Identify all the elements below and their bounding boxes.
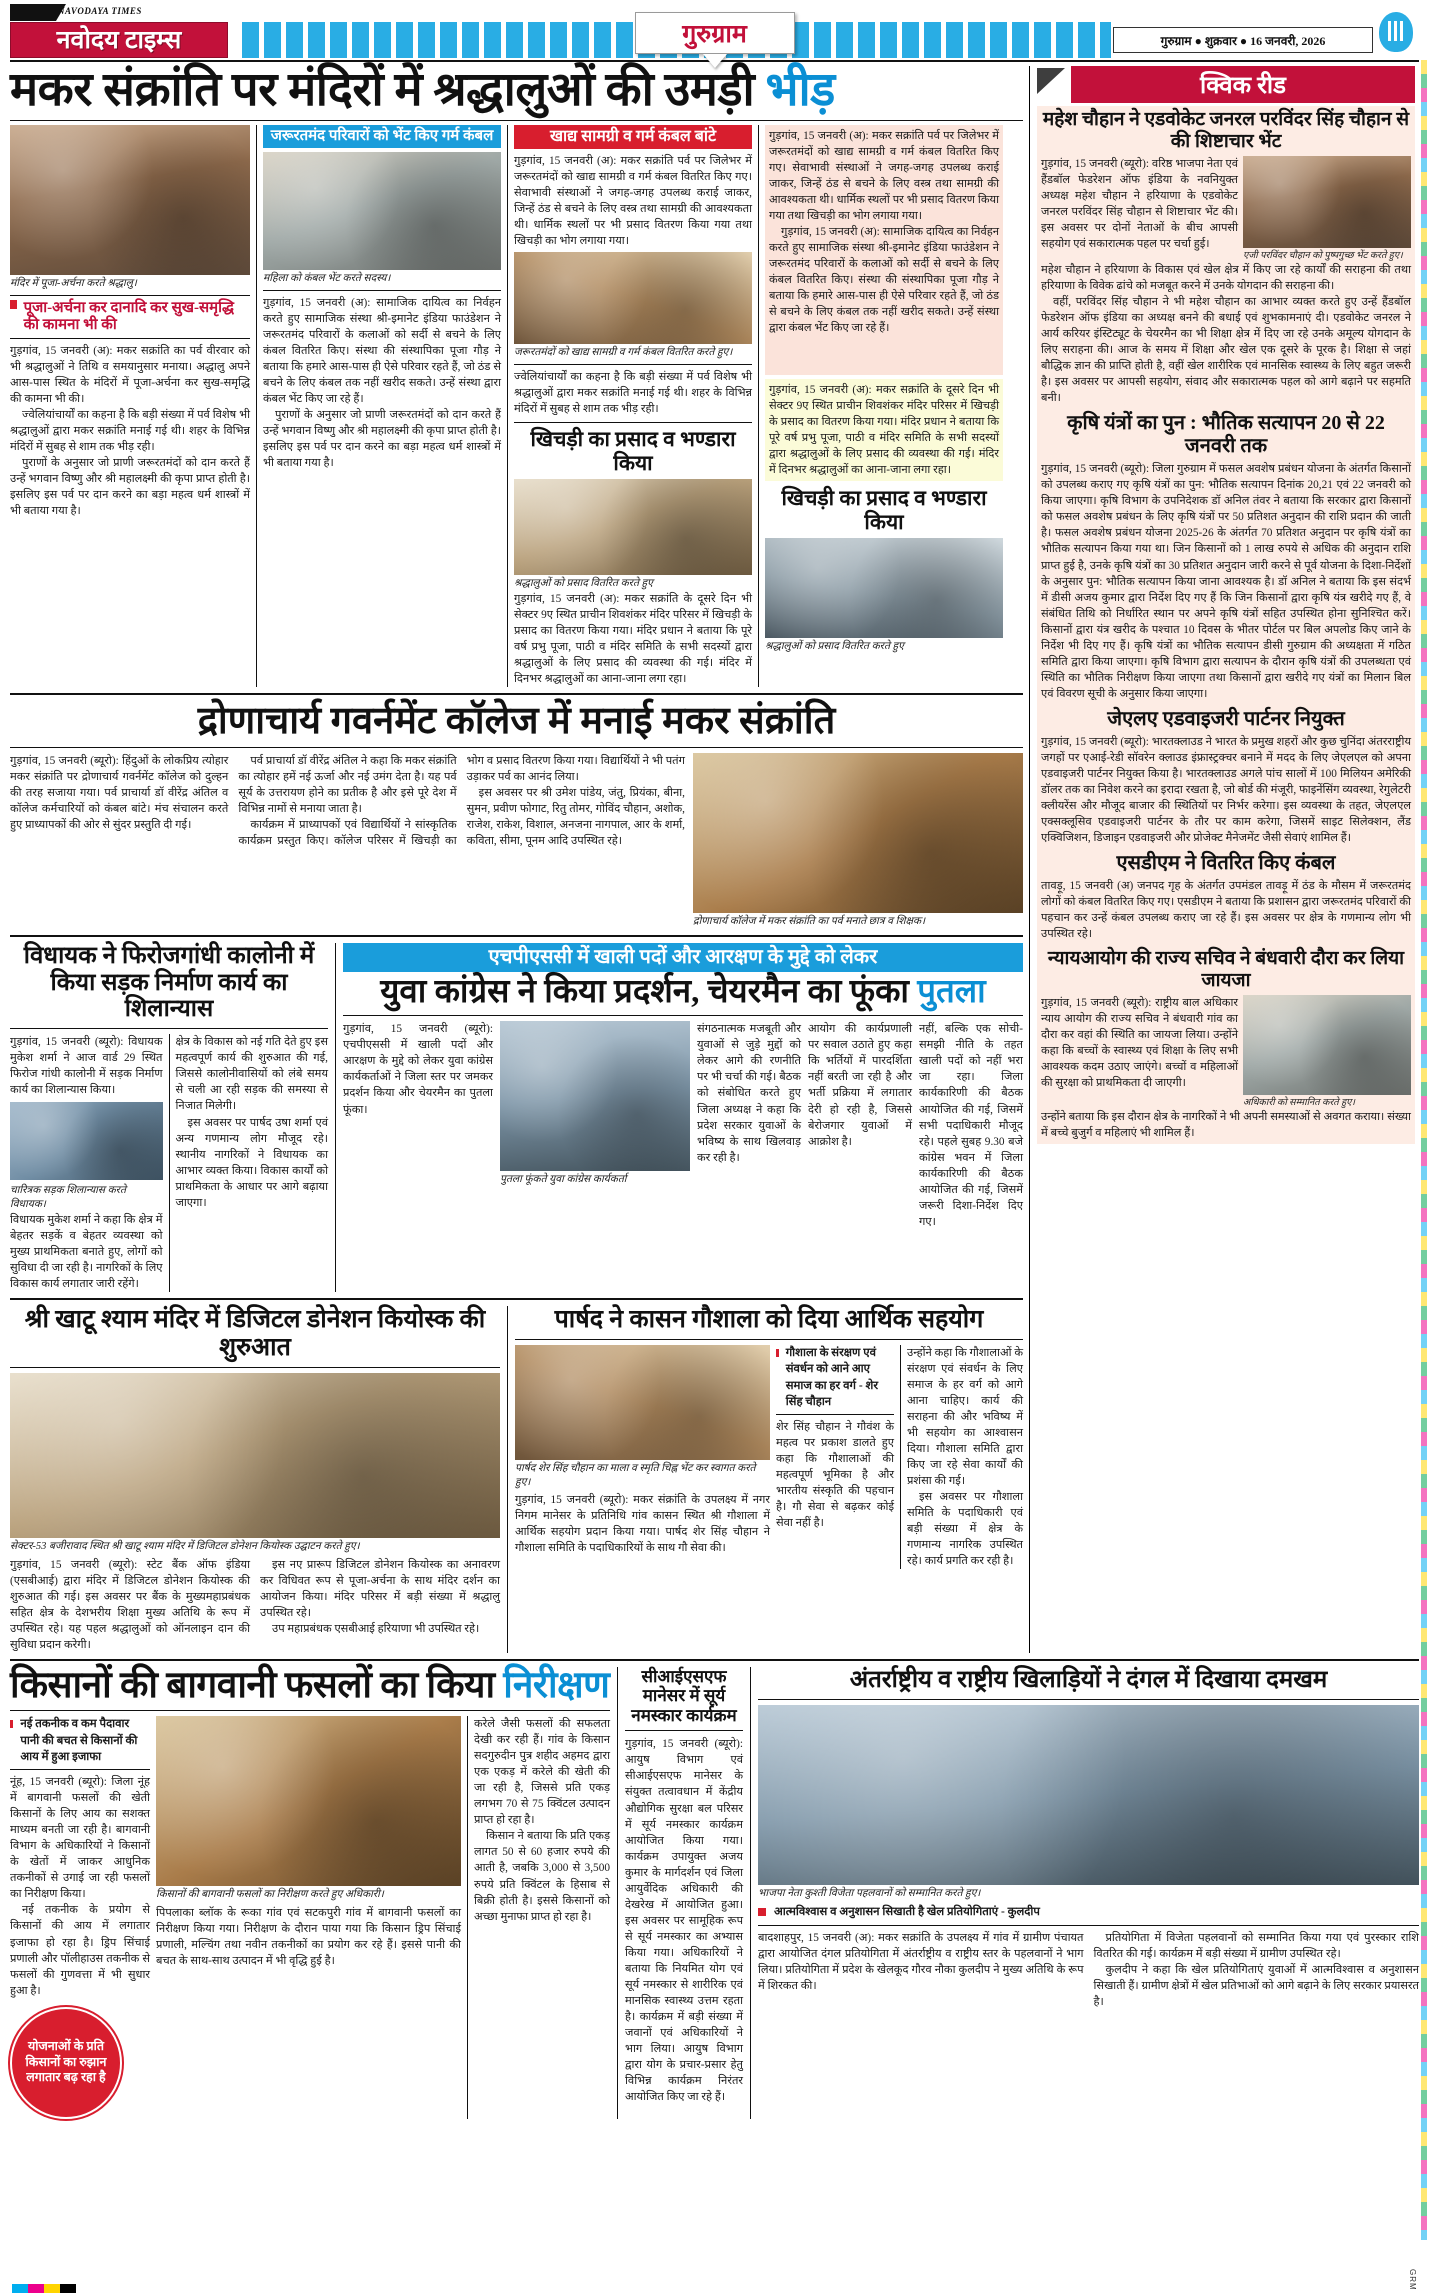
kisan-badge1: नई तकनीक व कम पैदावार पानी की बचत से किसानों की आय में हुआ इजाफा: [20, 1718, 138, 1763]
section-khatu: [10, 1306, 500, 1653]
brand-hindi-box: [10, 22, 228, 58]
cisf-body: गुड़गांव, 15 जनवरी (ब्यूरो): आयुष विभाग एवं सीआईएसएफ मानेसर के संयुक्त तत्वावधान में केंद्रीय औद्योगिक सुरक्षा बल परिसर में सूर्य नमस्कार कार्यक्रम आयोजित किया गया। कार्यक्रम उपायुक्त अजय कुमार के मार्गदर्शन एवं जिला आयुर्वेदिक अधिकारी की देखरेख में आयोजित हुआ। इस अवसर पर सामूहिक रूप से सूर्य नमस्कार का अभ्यास किया गया। अधिकारियों ने बताया कि नियमित योग एवं सूर्य नमस्कार से शारीरिक एवं मानसिक स्वास्थ्य उत्तम रहता है। कार्यक्रम में बड़ी संख्या में जवानों एवं अधिकारियों ने भाग लिया। आयुष विभाग द्वारा योग के प्रचार-प्रसार हेतु विभिन्न कार्यक्रम निरंतर आयोजित किए जा रहे हैं।: [625, 1738, 743, 2104]
lead-tint-block: [765, 125, 1003, 375]
parshad-p3: उन्होंने कहा कि गौशालाओं के संरक्षण एवं संवर्धन के लिए समाज के हर वर्ग को आगे आना चाहिए। कार्य की सराहना की और भविष्य में भी सहयोग का आश्वासन दिया। गौशाला समिति द्वारा किए जा रहे सेवा कार्यों की प्रशंसा की गई।: [907, 1346, 1023, 1488]
kisan-p4: किसान ने बताया कि प्रति एकड़ लागत 50 से 60 हजार रुपये की आती है, जबकि 3,000 से 3,500 रुपये प्रति क्विंटल के हिसाब से बिक्री होती है। इससे किसानों को अच्छा मुनाफा प्राप्त हो रहा है।: [474, 1830, 610, 1923]
lead-tint-p3: गुड़गांव, 15 जनवरी (अ): मकर सक्रांति के दूसरे दिन भी सेक्टर 9ए स्थित प्राचीन शिवशंकर मंदिर परिसर में खिचड़ी के प्रसाद का वितरण किया गया। मंदिर प्रधान ने बताया कि पूरे वर्ष प्रभु पूजा, पाठी व मंदिर समिति के सभी सदस्यों द्वारा श्रद्धालुओं के लिए प्रसाद की व्यवस्था की गई। मंदिर में दिनभर श्रद्धालुओं का आना-जाना लगा रहा।: [769, 383, 999, 477]
quick-read-label: क्विक रीड: [1071, 66, 1415, 103]
yuva-photo: [500, 1021, 690, 1171]
lead-photo-5-caption: श्रद्धालुओं को प्रसाद वितरित करते हुए: [765, 641, 904, 653]
lead-sub3-body2: ज्वेलियांचार्यों का कहना है कि बड़ी संख्या में पर्व विशेष भी श्रद्धालुओं द्वारा मकर सक्रांति मनाई गई थी। शहर के विभिन्न मंदिरों में सुबह से शाम तक भीड़ रही।: [514, 371, 752, 416]
lead-sub1-p1: गुड़गांव, 15 जनवरी (अ): मकर सक्रांति का पर्व वीरवार को भी श्रद्धालुओं ने तिथि व समयानुसार मनाया। अद्धालु अपने आस-पास स्थित के मंदिरों में पूजा-अर्चना कर सुख-समृद्धि की कामना भी की।: [10, 345, 250, 406]
lead-sub4-kicker: खिचड़ी का प्रसाद व भण्डारा किया: [530, 427, 736, 475]
vidhayak-headline: विधायक ने फिरोजगांधी कालोनी में किया सड़क निर्माण कार्य का शिलान्यास: [23, 942, 315, 1023]
dronacharya-p1: गुड़गांव, 15 जनवरी (ब्यूरो): हिंदुओं के लोकप्रिय त्योहार मकर संक्रांति पर द्रोणाचार्य गवर्नमेंट कॉलेज को दुल्हन की तरह सजाया गया। पर्व प्राचार्या डॉ वीरेंद्र अंतिल व कॉलेज कर्मचारियों को कंबल बांटे। मंच संचालन करते हुए प्राध्यापकों की ओर से सुंदर प्रस्तुति दी गई।: [10, 755, 229, 832]
qr-item3-headline: जेएलए एडवाइजरी पार्टनर नियुक्त: [1107, 707, 1345, 730]
yuva-p4: नहीं, बल्कि एक सोची-समझी नीति के तहत खाली पदों को नहीं भरा जा रहा। जिला कार्यकारिणी की बैठक आयोजित की गई, जिसमें सभी पदाधिकारी मौजूद रहे। पहले सुबह 9.30 बजे कांग्रेस भवन में जिला कार्यकारिणी की बैठक आयोजित की गई, जिसमें जरूरी दिशा-निर्देश दिए गए।: [919, 1023, 1023, 1228]
lead-photo-1: [10, 125, 250, 275]
khatu-headline: श्री खाटू श्याम मंदिर में डिजिटल डोनेशन कियोस्क की शुरुआत: [24, 1305, 486, 1361]
vidhayak-photo: [10, 1102, 163, 1180]
quick-read-triangle-icon: [1037, 68, 1065, 94]
main-column: [10, 66, 1023, 1653]
edge-color-strip: [1421, 60, 1427, 2240]
masthead-emblem-icon: [1373, 6, 1419, 58]
kisan-headline-accent: निरीक्षण: [503, 1664, 610, 1706]
section-parshad: [515, 1306, 1023, 1569]
page-mark: GRM: [1408, 2269, 1417, 2291]
bullet-icon: [10, 300, 17, 309]
parshad-headline: पार्षद ने कासन गौशाला को दिया आर्थिक सहयोग: [554, 1305, 984, 1333]
city-flag-tail: [703, 54, 727, 68]
dronacharya-p2: पर्व प्राचार्या डॉ वीरेंद्र अंतिल ने कहा कि मकर संक्रांति का त्योहार हमें नई ऊर्जा और नई उमंग देता है। यह पर्व सूर्य के उत्तरायण होने का प्रतीक है और इसे पूरे देश में विभिन्न नामों से मनाया जाता है।: [238, 755, 457, 816]
square-bullet-icon-2: [10, 1720, 13, 1728]
kisan-circle-badge: योजनाओं के प्रति किसानों का रुझान लगातार बढ़ रहा है: [10, 2007, 122, 2119]
lead-sub2-body: गुड़गांव, 15 जनवरी (अ): सामाजिक दायित्व का निर्वहन करते हुए सामाजिक संस्था श्री-इमानेट इंडिया फाउंडेशन ने जरूरतमंद परिवारों के कलाओं को सर्दी से बचने के लिए कंबल वितरित किए। संस्था की संस्थापिका पूजा गौड़ ने बताया कि हमारे आस-पास ही ऐसे परिवार रहते हैं, जो ठंड से बचने के लिए कंबल तक नहीं खरीद सकते। उन्हें संस्था द्वारा कंबल भेंट किए जा रहे हैं।: [263, 296, 501, 405]
quick-read-column: [1029, 66, 1415, 1653]
vidhayak-p3: विधायक मुकेश शर्मा ने कहा कि क्षेत्र में बेहतर सड़कें व बेहतर व्यवस्था को मुख्य प्राथमिकता बनाते हुए, लोगों को सुविधा दी जा रही है। नागरिकों के लिए विकास कार्य लगातार जारी रहेंगे।: [10, 1213, 163, 1290]
qr-item2-headline: कृषि यंत्रों का पुन : भौतिक सत्यापन 20 से 22 जनवरी तक: [1067, 412, 1385, 458]
lead-sub2-kicker: जरूरतमंद परिवारों को भेंट किए गर्म कंबल: [263, 125, 501, 148]
yuva-headline-text: युवा कांग्रेस ने किया प्रदर्शन, चेयरमैन का फूंका: [380, 973, 909, 1010]
vidhayak-caption: चारित्रक सड़क शिलान्यास करते विधायक।: [10, 1185, 126, 1211]
lead-headline-accent: भीड़: [765, 64, 835, 116]
yuva-kicker: एचपीएससी में खाली पदों और आरक्षण के मुद्दे को लेकर: [343, 943, 1023, 972]
dangal-p2: प्रतियोगिता में विजेता पहलवानों को सम्मानित किया गया एवं पुरस्कार राशि वितरित की गई। कार्यक्रम में बड़ी संख्या में ग्रामीण उपस्थित रहे।: [1093, 1931, 1419, 1960]
dronacharya-photo: [693, 753, 1023, 913]
lead-sub3-body: गुड़गांव, 15 जनवरी (अ): मकर सक्रांति पर्व पर जिलेभर में जरूरतमंदों को खाद्य सामग्री व गर्म कंबल वितरित किए गए। सेवाभावी संस्थाओं ने जगह-जगह उपलब्ध कराई जाकर, जिन्हें ठंड से बचने के लिए वस्त्र तथा सामग्री की आवश्यकता थी। धार्मिक स्थलों पर भी प्रसाद वितरण किया गया तथा खिचड़ी का भोग लगाया गया।: [514, 155, 752, 248]
qr-item1-caption: एजी परविंदर चौहान को पुष्पगुच्छ भेंट करते हुए।: [1243, 250, 1403, 261]
kisan-photo: [156, 1716, 461, 1886]
section-yuva-congress: [343, 943, 1023, 1230]
section-dangal: [758, 1667, 1419, 2010]
vidhayak-p4: इस अवसर पर पार्षद उषा शर्मा एवं अन्य गणमान्य लोग मौजूद रहे। स्थानीय नागरिकों ने विधायक का आभार व्यक्त किया। विकास कार्यों को प्राथमिकता के आधार पर आगे बढ़ाया जाएगा।: [175, 1116, 328, 1209]
kisan-headline: [10, 1664, 610, 1706]
khatu-p3: उप महाप्रबंधक एसबीआई हरियाणा भी उपस्थित रहे।: [272, 1622, 480, 1635]
city-flag-label: गुरुग्राम: [682, 21, 747, 48]
lead-photo-1-caption: मंदिर में पूजा-अर्चना करते श्रद्धालु।: [10, 277, 137, 289]
qr-item1-body: गुड़गांव, 15 जनवरी (ब्यूरो): वरिष्ठ भाजपा नेता एवं हैंडबॉल फेडरेशन ऑफ इंडिया के नवनियुक्त अध्यक्ष महेश चौहान ने हरियाणा के एडवोकेट जनरल परविंदर सिंह चौहान से शिष्टाचार भेंट की। इस अवसर पर दोनों नेताओं के बीच आपसी सहयोग एवं सकारात्मक पहल पर चर्चा हुई।: [1041, 157, 1238, 250]
yuva-p1: गुड़गांव, 15 जनवरी (ब्यूरो): एचपीएससी में खाली पदों और आरक्षण के मुद्दे को लेकर युवा कांग्रेस कार्यकर्ताओं ने जिला स्तर पर जमकर प्रदर्शन किया और चेयरमैन का पुतला फूंका।: [343, 1023, 493, 1116]
qr-item3-body: गुड़गांव, 15 जनवरी (ब्यूरो): भारतक्लाउड ने भारत के प्रमुख शहरों और कुछ चुनिंदा अंतरराष्ट्रीय जगहों पर एआई-रेडी सॉवरेन क्लाउड इंफ्रास्ट्रक्चर बनाने में मदद के लिए जेएलएल को अपना एडवाइजरी पार्टनर नियुक्त किया है। भारतक्लाउड अगले पांच सालों में 100 मिलियन अमेरिकी डॉलर तक का निवेश करने का इरादा रखता है, जो बोर्ड की मंजूरी, फाइनेंसिंग व्यवस्था, रेगुलेटरी क्लीयरेंस और मौजूद बाजार की स्थितियों पर निर्भर करेगा। इस व्यवस्था के तहत, जेएलएल एक्सक्लूसिव एडवाइजरी पार्टनर के तौर पर काम करेगा, जिसमें साइट सिलेक्शन, लैंड एक्विजिशन, डिजाइन एडवाइजरी और प्रोजेक्ट मैनेजमेंट जैसी सेवाएं शामिल हैं।: [1041, 735, 1411, 844]
section-vidhayak: [10, 943, 328, 1292]
dangal-caption: भाजपा नेता कुश्ती विजेता पहलवानों को सम्मानित करते हुए।: [758, 1887, 981, 1899]
kisan-p2: नई तकनीक के प्रयोग से किसानों की आय में लगातार इजाफा हो रहा है। ड्रिप सिंचाई प्रणाली और पॉलीहाउस तकनीक से फसलों की गुणवत्ता में भी सुधार हुआ है।: [10, 1904, 150, 1997]
lead-sub1-p2: ज्वेलियांचार्यों का कहना है कि बड़ी संख्या में पर्व विशेष भी श्रद्धालुओं द्वारा मकर सक्रांति मनाई गई थी। शहर के विभिन्न मंदिरों में सुबह से शाम तक भीड़ रही।: [10, 409, 250, 454]
qr-item2-body: गुड़गांव, 15 जनवरी (ब्यूरो): जिला गुरुग्राम में फसल अवशेष प्रबंधन योजना के अंतर्गत किसानों को उपलब्ध कराए गए कृषि यंत्रों का पुन: भौतिक सत्यापन दिनांक 20,21 एवं 22 जनवरी को किया जाएगा। कृषि विभाग के उपनिदेशक डॉ अनिल तंवर ने बताया कि सरकार द्वारा किसानों को फसल अवशेष प्रबंधन के लिए कृषि यंत्रों पर 50 प्रतिशत अनुदान की राशि प्रदान की जाती है। फसल अवशेष प्रबंधन योजना 2025-26 के अंतर्गत 70 प्रतिशत अनुदान पर कृषि यंत्रों का भौतिक सत्यापन किया गया था। जिन किसानों को 1 लाख रुपये से अधिक की अनुदान राशि प्राप्त हुई है, उनके कृषि यंत्रों का 30 प्रतिशत अनुदान जारी करने से पूर्व योजना के दिशा-निर्देशों के अनुसार पुन: भौतिक सत्यापन किया जाना आवश्यक है। डॉ अनिल ने बताया कि इस संदर्भ में डीसी अजय कुमार द्वारा निर्देश दिए गए हैं कि जिन किसानों द्वारा कृषि यंत्र खरीदे गए हैं, वे संबंधित तिथि को निर्धारित स्थान पर अपने कृषि यंत्रों सहित उपस्थित होना सुनिश्चित करें। किसानों द्वारा यंत्र खरीद के पश्चात 10 दिवस के भीतर पोर्टल पर बिल अपलोड किए जाने के निर्देश भी दिए गए हैं। कृषि यंत्रों का भौतिक सत्यापन डीसी गुरुग्राम की अध्यक्षता में गठित समिति द्वारा किया जाएगा। कृषि विभाग द्वारा सत्यापन के दौरान कृषि यंत्रों की उपलब्धता एवं स्थिति का भौतिक निरीक्षण किया जाएगा तथा किसानों द्वारा खरीदे गए यंत्रों का मिलान बिल एवं विवरण सूची के अनुसार किया जाएगा।: [1041, 463, 1411, 700]
masthead-logo[interactable]: [10, 6, 240, 58]
lead-tint-p2: गुड़गांव, 15 जनवरी (अ): सामाजिक दायित्व का निर्वहन करते हुए सामाजिक संस्था श्री-इमानेट इंडिया फाउंडेशन ने जरूरतमंद परिवारों के कलाओं को सर्दी से बचने के लिए कंबल वितरित किए। संस्था की संस्थापिका पूजा गौड़ ने बताया कि हमारे आस-पास ही ऐसे परिवार रहते हैं, जो ठंड से बचने के लिए कंबल तक नहीं खरीद सकते। उन्हें संस्था द्वारा कंबल भेंट किए जा रहे हैं।: [769, 226, 999, 335]
lead-sub2-body-x: पुराणों के अनुसार जो प्राणी जरूरतमंदों को दान करते हैं उन्हें भगवान विष्णु और श्री महालक्ष्मी की कृपा प्राप्त होती है। इसलिए इस पर्व पर दान करने का बड़ा महत्व धर्म शास्त्रों में भी बताया गया है।: [263, 408, 501, 470]
qr-item5-body: गुड़गांव, 15 जनवरी (ब्यूरो): राष्ट्रीय बाल अधिकार न्याय आयोग की राज्य सचिव ने बंधवारी गांव का दौरा कर वहां की स्थिति का जायजा लिया। उन्होंने कहा कि बच्चों के स्वास्थ्य एवं शिक्षा के लिए सभी आवश्यक कदम उठाए जाएंगे। बच्चों व महिलाओं की सुरक्षा को प्राथमिकता दी जाएगी।: [1041, 996, 1238, 1089]
dangal-headline: अंतर्राष्ट्रीय व राष्ट्रीय खिलाड़ियों ने दंगल में दिखाया दमखम: [849, 1666, 1328, 1693]
logo-corner-flag: [10, 4, 56, 21]
parshad-caption: पार्षद शेर सिंह चौहान का माला व स्मृति चिह्न भेंट कर स्वागत करते हुए।: [515, 1462, 756, 1488]
qr-item1-headline: महेश चौहान ने एडवोकेट जनरल परविंदर सिंह चौहान से की शिष्टाचार भेंट: [1042, 109, 1410, 152]
parshad-photo: [515, 1345, 770, 1460]
lead-sub4-body: गुड़गांव, 15 जनवरी (अ): मकर सक्रांति के दूसरे दिन भी सेक्टर 9ए स्थित प्राचीन शिवशंकर मंदिर परिसर में खिचड़ी के प्रसाद का वितरण किया गया। मंदिर प्रधान ने बताया कि पूरे वर्ष प्रभु पूजा, पाठी व मंदिर समिति के सभी सदस्यों द्वारा श्रद्धालुओं के लिए प्रसाद की व्यवस्था की गई। मंदिर में दिनभर श्रद्धालुओं का आना-जाना लगा रहा।: [514, 592, 752, 686]
dateline-box: [1113, 27, 1373, 53]
parshad-quote-kicker: गौशाला के संरक्षण एवं संवर्धन को आने आए समाज का हर वर्ग - शेर सिंह चौहान: [785, 1346, 879, 1408]
brand-english: NAVODAYA TIMES: [58, 6, 142, 16]
lead-sub1-p3: पुराणों के अनुसार जो प्राणी जरूरतमंदों को दान करते हैं उन्हें भगवान विष्णु और श्री महालक्ष्मी की कृपा प्राप्त होती है। इसलिए इस पर्व पर दान करने का बड़ा महत्व धर्म शास्त्रों में भी बताया गया है।: [10, 457, 250, 518]
dangal-sub-kicker: आत्मविश्वास व अनुशासन सिखाती है खेल प्रतियोगिताएं - कुलदीप: [774, 1906, 1040, 1919]
lead-photo-3-caption: जरूरतमंदों को खाद्य सामग्री व गर्म कंबल वितरित करते हुए।: [514, 347, 733, 359]
kisan-p5: पिपलाका ब्लॉक के रूका गांव एवं सटकपुरी गांव में बागवानी फसलों का निरीक्षण किया गया। निरीक्षण के दौरान पाया गया कि किसान ड्रिप सिंचाई प्रणाली, मल्चिंग तथा नवीन तकनीकों का प्रयोग कर रहे हैं। इससे पानी की बचत के साथ-साथ उत्पादन में भी वृद्धि हुई है।: [156, 1906, 461, 1967]
parshad-p4: इस अवसर पर गौशाला समिति के पदाधिकारी एवं बड़ी संख्या में क्षेत्र के गणमान्य नागरिक उपस्थित रहे। कार्य प्रगति कर रही है।: [907, 1491, 1023, 1568]
qr-item5-headline: न्यायआयोग की राज्य सचिव ने बंधवारी दौरा कर लिया जायजा: [1047, 948, 1405, 991]
quick-read-header: [1037, 66, 1415, 103]
cisf-headline: सीआईएसएफ मानेसर में सूर्य नमस्कार कार्यक्रम: [631, 1666, 737, 1725]
lead-photo-3: [514, 252, 752, 344]
lead-tint-block-2: [765, 379, 1003, 481]
yuva-headline-accent: पुतला: [917, 973, 986, 1010]
khatu-p1: गुड़गांव, 15 जनवरी (ब्यूरो): स्टेट बैंक ऑफ इंडिया (एसबीआई) द्वारा मंदिर में डिजिटल डोनेशन कियोस्क की शुरुआत की गई। इस अवसर पर बैंक के मुख्यमहाप्रबंधक सहित क्षेत्र के देशभरीय शिक्षा मुख्य अतिथि के रूप में उपस्थित रहे। यह पहल श्रद्धालुओं को ऑनलाइन दान की सुविधा प्रदान करेगी।: [10, 1558, 250, 1651]
khatu-caption: सेक्टर-53 बजीरावाद स्थित श्री खाटू श्याम मंदिर में डिजिटल डोनेशन कियोस्क उद्घाटन करते हुए।: [10, 1540, 360, 1552]
dateline-text: गुरुग्राम ● शुक्रवार ● 16 जनवरी, 2026: [1160, 33, 1326, 48]
qr-item5-body2: उन्होंने बताया कि इस दौरान क्षेत्र के नागरिकों ने भी अपनी समस्याओं से अवगत कराया। संख्या में बच्चे बुजुर्ग व महिलाएं भी शामिल हैं।: [1041, 1111, 1411, 1140]
lead-photo-2: [263, 152, 501, 270]
dangal-p1: बादशाहपुर, 15 जनवरी (अ): मकर सक्रांति के उपलक्ष्य में गांव में ग्रामीण पंचायत द्वारा आयोजित दंगल प्रतियोगिता में अंतर्राष्ट्रीय व राष्ट्रीय स्तर के पहलवानों ने भाग लिया। प्रतियोगिता में प्रदेश के खेलकूद गौरव नौका कुलदीप ने मुख्य अतिथि के रूप में शिरकत की।: [758, 1931, 1084, 1992]
dronacharya-p4: इस अवसर पर श्री उमेश पांडेय, जंतु, प्रियंका, बीना, सुमन, प्रवीण फोगाट, रितु तोमर, गोविंद चौहान, अशोक, राजेश, राकेश, विशाल, अनजना नागपाल, आर के शर्मा, कविता, सीमा, पूनम आदि उपस्थित रहे।: [466, 787, 685, 848]
khatu-photo: [10, 1373, 500, 1538]
lead-photo-5: [765, 538, 1003, 638]
yuva-p3: आयोग की कार्यप्रणाली पर सवाल उठाते हुए कहा कि भर्तियों में पारदर्शिता नहीं बरती जा रही है और भर्ती प्रक्रिया में लगातार देरी हो रही है, जिससे बेरोजगार युवाओं में आक्रोश है।: [808, 1023, 912, 1148]
parshad-p1: गुड़गांव, 15 जनवरी (ब्यूरो): मकर संक्रांति के उपलक्ष्य में नगर निगम मानेसर के प्रतिनिधि गांव कासन स्थित श्री गौशाला में आर्थिक सहयोग प्रदान किया गया। पार्षद शेर सिंह चौहान ने गौशाला समिति के पदाधिकारियों के साथ गौ सेवा की।: [515, 1494, 770, 1555]
yuva-headline: [343, 975, 1023, 1011]
qr-item1-body3: वहीं, परविंदर सिंह चौहान ने भी महेश चौहान का आभार व्यक्त करते हुए उन्हें हैंडबॉल फेडरेशन ऑफ इंडिया का अध्यक्ष बनने की बधाई एवं शुभकामनाएं दी। एडवोकेट जनरल ने आर्य करियर इंस्टिट्यूट के चेयरमैन का भी शिक्षा क्षेत्र में दिए जा रहे उनके अमूल्य योगदान के लिए सराहना की। आज के समय में शिक्षा और खेल एक दूसरे के पूरक है। शिक्षा से जहां बौद्धिक ज्ञान की प्राप्ति होती है, वहीं खेल शारीरिक एवं मानसिक स्वास्थ्य के लिए बहुत जरूरी है। इस अवसर पर आपसी सहयोग, संवाद और सकारात्मक पहल को आगे बढ़ाने पर सहमति बनी।: [1041, 296, 1411, 405]
parshad-p2: शेर सिंह चौहान ने गौवंश के महत्व पर प्रकाश डालते हुए कहा कि गौशालाओं की महत्वपूर्ण भूमिका है और भारतीय संस्कृति की पहचान है। गौ सेवा से बढ़कर कोई सेवा नहीं है।: [776, 1421, 894, 1530]
lead-headline: [10, 66, 1023, 115]
city-flag: [635, 12, 795, 68]
qr-item1-photo: [1243, 156, 1411, 248]
lead-sub4b-kicker: खिचड़ी का प्रसाद व भण्डारा किया: [781, 486, 987, 534]
brand-hindi: नवोदय टाइम्स: [56, 26, 182, 54]
masthead: [10, 6, 1419, 58]
qr-item1-body2: महेश चौहान ने हरियाणा के विकास एवं खेल क्षेत्र में किए जा रहे कार्यों की सराहना की तथा हरियाणा के विवेक ढांचे को मजबूत करने में उनके योगदान की सराहना की।: [1041, 264, 1411, 293]
qr-item4-body: तावड़ू, 15 जनवरी (अ) जनपद गृह के अंतर्गत उपमंडल तावड़ू में ठंड के मौसम में जरूरतमंद लोगों को कंबल वितरित किए गए। एसडीएम ने बताया कि प्रशासन द्वारा जरूरतमंद परिवारों की पहचान कर उन्हें कंबल उपलब्ध कराए जा रहे हैं। इस अवसर पर क्षेत्र के गणमान्य लोग भी उपस्थित रहे।: [1041, 880, 1411, 941]
qr-item5-photo: [1243, 995, 1411, 1095]
square-bullet-icon: [776, 1349, 779, 1357]
khatu-p2: इस नए प्रारूप डिजिटल डोनेशन कियोस्क का अनावरण कर विधिवत रूप से पूजा-अर्चना के साथ मंदिर दर्शन का आयोजन किया। मंदिर परिसर में बड़ी संख्या में श्रद्धालु उपस्थित रहे।: [260, 1558, 500, 1619]
dangal-p3: कुलदीप ने कहा कि खेल प्रतियोगिताएं युवाओं में आत्मविश्वास व अनुशासन सिखाती हैं। ग्रामीण क्षेत्रों में खेल प्रतिभाओं को आगे बढ़ाने के लिए सरकार प्रयासरत है।: [1093, 1963, 1419, 2008]
lead-headline-text: मकर संक्रांति पर मंदिरों में श्रद्धालुओं की उमड़ी: [10, 64, 755, 116]
kisan-p3: करेले जैसी फसलों की सफलता देखी कर रही हैं। गांव के किसान सदगुरुदीन पुत्र शहीद अहमद द्वारा एक एकड़ में करेले की खेती की जा रही है, जिससे प्रति एकड़ लगभग 70 से 75 क्विंटल उत्पादन प्राप्त हो रहा है।: [474, 1718, 610, 1827]
section-dronacharya: [10, 701, 1023, 929]
qr-item4-headline: एसडीएम ने वितरित किए कंबल: [1116, 852, 1336, 874]
cmyk-registration-marks: [12, 2284, 76, 2293]
lead-photo-4-caption: श्रद्धालुओं को प्रसाद वितरित करते हुए: [514, 578, 653, 590]
kisan-caption: किसानों की बागवानी फसलों का निरीक्षण करते हुए अधिकारी।: [156, 1889, 384, 1901]
section-kisan: [10, 1664, 610, 2119]
quick-read-body: [1037, 106, 1415, 1144]
dronacharya-p3: कार्यक्रम में प्राध्यापकों एवं विद्यार्थियों ने सांस्कृतिक कार्यक्रम प्रस्तुत किए। कॉलेज परिसर में खिचड़ी का भोग व प्रसाद वितरण किया गया। विद्यार्थियों ने भी पतंग उड़ाकर पर्व का आनंद लिया।: [238, 755, 685, 848]
lead-photo-4: [514, 479, 752, 575]
lead-photo-2-caption: महिला को कंबल भेंट करते सदस्य।: [263, 273, 391, 285]
kisan-headline-text: किसानों की बागवानी फसलों का किया: [10, 1664, 495, 1706]
lead-sub3-kicker: खाद्य सामग्री व गर्म कंबल बांटे: [514, 125, 752, 149]
lead-tint-p1: गुड़गांव, 15 जनवरी (अ): मकर सक्रांति पर्व पर जिलेभर में जरूरतमंदों को खाद्य सामग्री व गर्म कंबल वितरित किए गए। सेवाभावी संस्थाओं ने जगह-जगह उपलब्ध कराई जाकर, जिन्हें ठंड से बचने के लिए वस्त्र तथा सामग्री की आवश्यकता थी। धार्मिक स्थलों पर भी प्रसाद वितरण किया गया तथा खिचड़ी का भोग लगाया गया।: [769, 129, 999, 223]
dangal-photo: [758, 1705, 1419, 1885]
yuva-p2: संगठनात्मक मजबूती और युवाओं से जुड़े मुद्दों को लेकर आगे की रणनीति पर भी चर्चा की गई। बैठक को संबोधित करते हुए जिला अध्यक्ष ने कहा कि प्रदेश सरकार युवाओं के भविष्य के साथ खिलवाड़ कर रही है।: [697, 1023, 801, 1164]
lead-sub1-kicker: पूजा-अर्चना कर दानादि कर सुख-समृद्धि की कामना भी की: [23, 299, 234, 333]
dronacharya-headline: द्रोणाचार्य गवर्नमेंट कॉलेज में मनाई मकर संक्रांति: [197, 700, 836, 743]
kisan-p1: नूंह, 15 जनवरी (ब्यूरो): जिला नूंह में बागवानी फसलों की खेती किसानों के लिए आय का सशक्त माध्यम बनती जा रही है। बागवानी विभाग के अधिकारियों ने किसानों के खेतों में जाकर आधुनिक तकनीकों से उगाई जा रही फसलों का निरीक्षण किया।: [10, 1776, 150, 1901]
square-bullet-icon-3: [758, 1908, 766, 1916]
yuva-caption: पुतला फूंकते युवा कांग्रेस कार्यकर्ता: [500, 1174, 627, 1186]
dronacharya-caption: द्रोणाचार्य कॉलेज में मकर संक्रांति का पर्व मनाते छात्र व शिक्षक।: [693, 916, 926, 928]
qr-item5-caption: अधिकारी को सम्मानित करते हुए।: [1243, 1097, 1355, 1108]
vidhayak-p2: क्षेत्र के विकास को नई गति देते हुए इस महत्वपूर्ण कार्य की शुरुआत की गई, जिससे कालोनीवासियों को लंबे समय से चली आ रही सड़क की समस्या से निजात मिलेगी।: [175, 1036, 328, 1113]
section-cisf: [625, 1667, 743, 2105]
vidhayak-p1: गुड़गांव, 15 जनवरी (ब्यूरो): विधायक मुकेश शर्मा ने आज वार्ड 29 स्थित फिरोज गांधी कालोनी में सड़क निर्माण कार्य का शिलान्यास किया।: [10, 1036, 163, 1097]
